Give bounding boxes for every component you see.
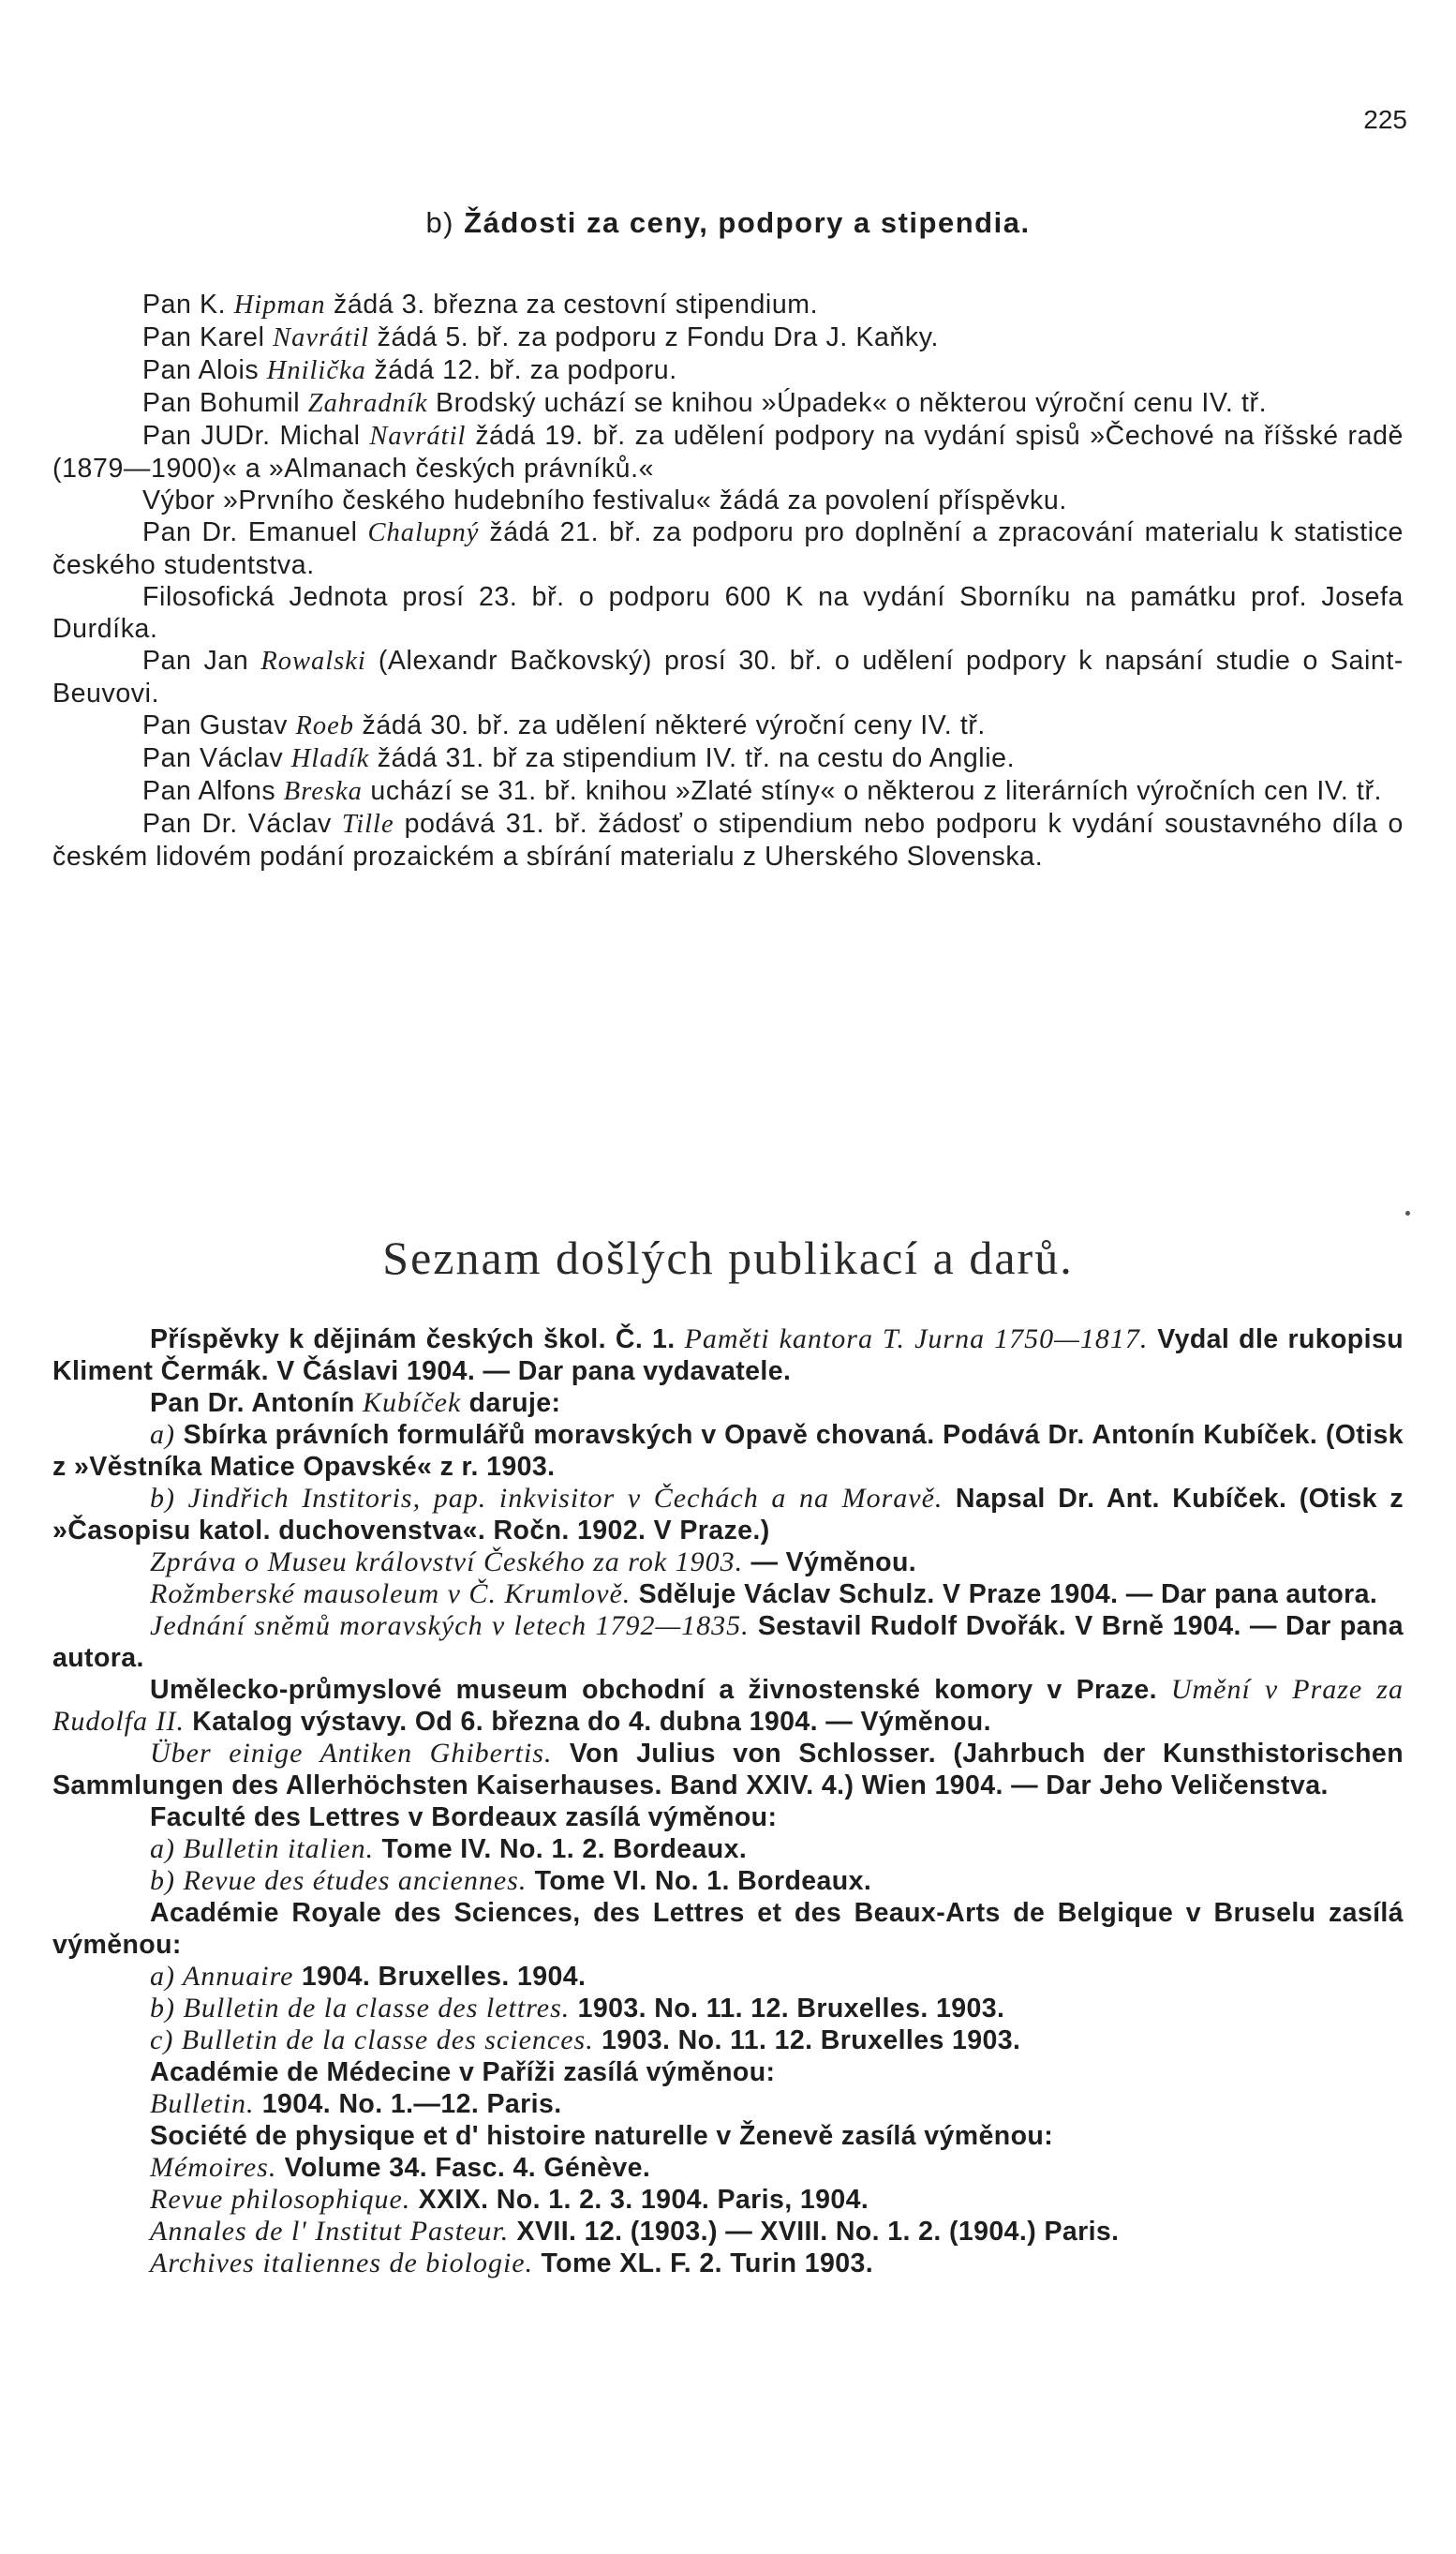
publication-entry bbox=[52, 1833, 1404, 1865]
publication-title: Rožmberské mausoleum v Č. Krumlově. bbox=[150, 1578, 631, 1609]
publication-text: daruje: bbox=[461, 1388, 561, 1418]
publication-title: Jednání sněmů moravských v letech 1792—1835. bbox=[150, 1610, 750, 1641]
publication-entry bbox=[52, 2056, 1404, 2088]
publication-entry bbox=[52, 2216, 1404, 2248]
applicant-name: Hnilička bbox=[266, 356, 366, 385]
publication-text: XVII. 12. (1903.) — XVIII. No. 1. 2. (1904.) Paris. bbox=[509, 2217, 1120, 2247]
publication-text: 1903. No. 11. 12. Bruxelles. 1903. bbox=[570, 1994, 1005, 2024]
publication-entry bbox=[52, 2152, 1404, 2184]
request-text: žádá 12. bř. za podporu. bbox=[365, 355, 677, 385]
applicant-name: Roeb bbox=[295, 711, 354, 740]
publication-entry bbox=[52, 2248, 1404, 2279]
publication-text: Académie Royale des Sciences, des Lettres et des Beaux-Arts de Belgique v Bruselu zasílá výměnou: bbox=[52, 1898, 1404, 1960]
publication-text: 1904. No. 1.—12. Paris. bbox=[254, 2089, 562, 2119]
request-entry bbox=[52, 387, 1404, 420]
request-text: Pan Jan bbox=[142, 646, 261, 676]
publication-title: Paměti kantora T. Jurna 1750—1817. bbox=[684, 1323, 1149, 1354]
publication-text: Volume 34. Fasc. 4. Génève. bbox=[276, 2153, 651, 2183]
applicant-name: Zahradník bbox=[307, 389, 428, 418]
request-text: Filosofická Jednota prosí 23. bř. o podporu 600 K na vydání Sborníku na památku prof. Josefa Durdíka. bbox=[52, 582, 1404, 644]
request-text: žádá 5. bř. za podporu z Fondu Dra J. Kaňky. bbox=[369, 322, 939, 352]
publication-title: Zpráva o Museu království Českého za rok 1903. bbox=[150, 1546, 744, 1577]
publication-title: a) bbox=[150, 1419, 175, 1450]
request-entry bbox=[52, 485, 1404, 516]
applicant-name: Hladík bbox=[290, 744, 370, 773]
request-entry bbox=[52, 645, 1404, 709]
page-number: 225 bbox=[1363, 105, 1407, 134]
request-text: Pan Dr. Emanuel bbox=[142, 517, 368, 547]
publication-entry bbox=[52, 2120, 1404, 2152]
section-title: Žádosti za ceny, podpory a stipendia. bbox=[464, 206, 1031, 239]
publication-entry bbox=[52, 1483, 1404, 1546]
request-text: žádá 3. března za cestovní stipendium. bbox=[325, 290, 819, 320]
applicant-name: Navrátil bbox=[273, 323, 370, 352]
publication-entry bbox=[52, 2024, 1404, 2056]
publication-entry bbox=[52, 1865, 1404, 1897]
request-text: žádá 30. bř. za udělení některé výroční ceny IV. tř. bbox=[354, 710, 986, 740]
publication-text: 1903. No. 11. 12. Bruxelles 1903. bbox=[593, 2025, 1021, 2055]
request-entry bbox=[52, 775, 1404, 808]
publication-title: Bulletin. bbox=[150, 2088, 255, 2119]
publication-text: 1904. Bruxelles. 1904. bbox=[293, 1962, 587, 1992]
publication-text: Sděluje Václav Schulz. V Praze 1904. — Dar pana autora. bbox=[631, 1579, 1378, 1609]
request-text: (Alexandr Bačkovský) prosí 30. bř. o udělení podpory k napsání studie o Saint-Beuvovi. bbox=[52, 646, 1404, 709]
request-text: Pan Bohumil bbox=[142, 388, 308, 418]
publication-title: c) Bulletin de la classe des sciences. bbox=[150, 2024, 594, 2055]
publication-entry bbox=[52, 1738, 1404, 1801]
request-text: podává 31. bř. žádosť o stipendium nebo podporu k vydání soustavného díla o českém lidovém podání prozaickém a sbírání materialu z Uherského Slovenska. bbox=[52, 809, 1404, 872]
request-entry bbox=[52, 709, 1404, 742]
applicant-name: Tille bbox=[341, 810, 394, 839]
publication-title: b) Jindřich Institoris, pap. inkvisitor v Čechách a na Moravě. bbox=[150, 1483, 943, 1514]
publication-text: Napsal Dr. Ant. Kubíček. (Otisk z »Časopisu katol. duchovenstva«. Ročn. 1902. V Praze.) bbox=[52, 1484, 1404, 1546]
request-entry bbox=[52, 420, 1404, 485]
request-text: Brodský uchází se knihou »Úpadek« o některou výroční cenu IV. tř. bbox=[427, 388, 1268, 418]
request-text: Pan K. bbox=[142, 290, 234, 320]
request-text: Pan Dr. Václav bbox=[142, 809, 342, 839]
publication-title: Revue philosophique. bbox=[150, 2184, 411, 2215]
publications-title: Seznam došlých publikací a darů. bbox=[382, 1232, 1074, 1284]
publication-title: a) Annuaire bbox=[150, 1961, 294, 1992]
publication-entry bbox=[52, 1578, 1404, 1610]
publication-text: Sbírka právních formulářů moravských v Opavě chovaná. Podává Dr. Antonín Kubíček. (Otisk z »Věstníka Matice Opavské« z r. 1903. bbox=[52, 1420, 1404, 1482]
publication-text: Tome IV. No. 1. 2. Bordeaux. bbox=[374, 1834, 748, 1864]
publication-text: Société de physique et d' histoire naturelle v Ženevě zasílá výměnou: bbox=[150, 2121, 1054, 2151]
applicant-name: Chalupný bbox=[367, 518, 480, 547]
publication-entry bbox=[52, 1897, 1404, 1961]
publication-entry bbox=[52, 1961, 1404, 1993]
publication-text: — Výměnou. bbox=[743, 1547, 917, 1577]
publication-entry bbox=[52, 1546, 1404, 1578]
publication-title: b) Revue des études anciennes. bbox=[150, 1865, 527, 1896]
publication-entry bbox=[52, 1419, 1404, 1483]
request-text: uchází se 31. bř. knihou »Zlaté stíny« o některou z literárních výročních cen IV. tř. bbox=[362, 776, 1383, 806]
request-text: žádá 19. bř. za udělení podpory na vydání spisů »Čechové na říšské radě (1879—1900)« a »Almanach českých právníků.« bbox=[52, 421, 1404, 484]
publication-title: Archives italiennes de biologie. bbox=[150, 2248, 534, 2278]
applicant-name: Breska bbox=[283, 777, 363, 806]
applicant-name: Hipman bbox=[233, 291, 326, 320]
publication-title: b) Bulletin de la classe des lettres. bbox=[150, 1993, 571, 2024]
publication-text: XXIX. No. 1. 2. 3. 1904. Paris, 1904. bbox=[410, 2185, 869, 2215]
publication-text: Pan Dr. Antonín bbox=[150, 1388, 364, 1418]
request-text: žádá 21. bř. za podporu pro doplnění a zpracování materialu k statistice českého studentstva. bbox=[52, 517, 1404, 580]
publication-entry bbox=[52, 2184, 1404, 2216]
request-entry bbox=[52, 321, 1404, 354]
publication-title: a) Bulletin italien. bbox=[150, 1833, 375, 1864]
publication-title: Annales de l' Institut Pasteur. bbox=[150, 2216, 510, 2247]
publication-text: Sestavil Rudolf Dvořák. V Brně 1904. — Dar pana autora. bbox=[52, 1611, 1404, 1673]
publication-entry bbox=[52, 1323, 1404, 1387]
publication-text: Příspěvky k dějinám českých škol. Č. 1. bbox=[150, 1324, 685, 1354]
publication-text: Vydal dle rukopisu Kliment Čermák. V Čáslavi 1904. — Dar pana vydavatele. bbox=[52, 1324, 1404, 1386]
publication-text: Tome VI. No. 1. Bordeaux. bbox=[527, 1866, 872, 1896]
publication-text: Umělecko-průmyslové museum obchodní a živnostenské komory v Praze. bbox=[150, 1675, 1171, 1705]
publication-text: Faculté des Lettres v Bordeaux zasílá výměnou: bbox=[150, 1802, 778, 1832]
applicant-name: Rowalski bbox=[260, 647, 366, 676]
request-text: Pan JUDr. Michal bbox=[142, 421, 370, 451]
applicant-name: Navrátil bbox=[369, 422, 467, 451]
publication-title: Über einige Antiken Ghibertis. bbox=[150, 1738, 553, 1769]
publication-title: Mémoires. bbox=[150, 2152, 277, 2183]
publication-entry bbox=[52, 1993, 1404, 2024]
publications-list bbox=[52, 1323, 1404, 2279]
request-entry bbox=[52, 581, 1404, 645]
request-text: Pan Karel bbox=[142, 322, 274, 352]
requests-list bbox=[52, 289, 1404, 873]
request-text: Výbor »Prvního českého hudebního festivalu« žádá za povolení příspěvku. bbox=[142, 485, 1067, 515]
request-text: Pan Gustav bbox=[142, 710, 296, 740]
publication-entry bbox=[52, 1610, 1404, 1674]
publication-entry bbox=[52, 2088, 1404, 2120]
request-entry bbox=[52, 742, 1404, 775]
request-entry bbox=[52, 808, 1404, 873]
section-heading bbox=[0, 206, 1456, 240]
publication-entry bbox=[52, 1801, 1404, 1833]
publication-entry bbox=[52, 1674, 1404, 1738]
publication-text: Katalog výstavy. Od 6. března do 4. dubna 1904. — Výměnou. bbox=[184, 1707, 991, 1737]
section-letter: b) bbox=[425, 206, 455, 239]
request-text: Pan Alfons bbox=[142, 776, 284, 806]
request-text: žádá 31. bř za stipendium IV. tř. na cestu do Anglie. bbox=[369, 743, 1016, 773]
request-text: Pan Alois bbox=[142, 355, 267, 385]
request-entry bbox=[52, 516, 1404, 581]
publication-title: Kubíček bbox=[363, 1387, 462, 1418]
publication-text: Von Julius von Schlosser. (Jahrbuch der Kunsthistorischen Sammlungen des Allerhöchsten Kaiserhauses. Band XXIV. 4.) Wien 1904. — Dar Jeho Veličenstva. bbox=[52, 1739, 1404, 1800]
publication-title: Umění v Praze za Rudolfa II. bbox=[52, 1674, 1404, 1737]
ink-dot bbox=[1405, 1211, 1410, 1216]
publication-entry bbox=[52, 1387, 1404, 1419]
publication-text: Tome XL. F. 2. Turin 1903. bbox=[533, 2248, 874, 2278]
request-entry bbox=[52, 354, 1404, 387]
request-text: Pan Václav bbox=[142, 743, 291, 773]
publication-text: Académie de Médecine v Paříži zasílá výměnou: bbox=[150, 2057, 776, 2087]
request-entry bbox=[52, 289, 1404, 321]
